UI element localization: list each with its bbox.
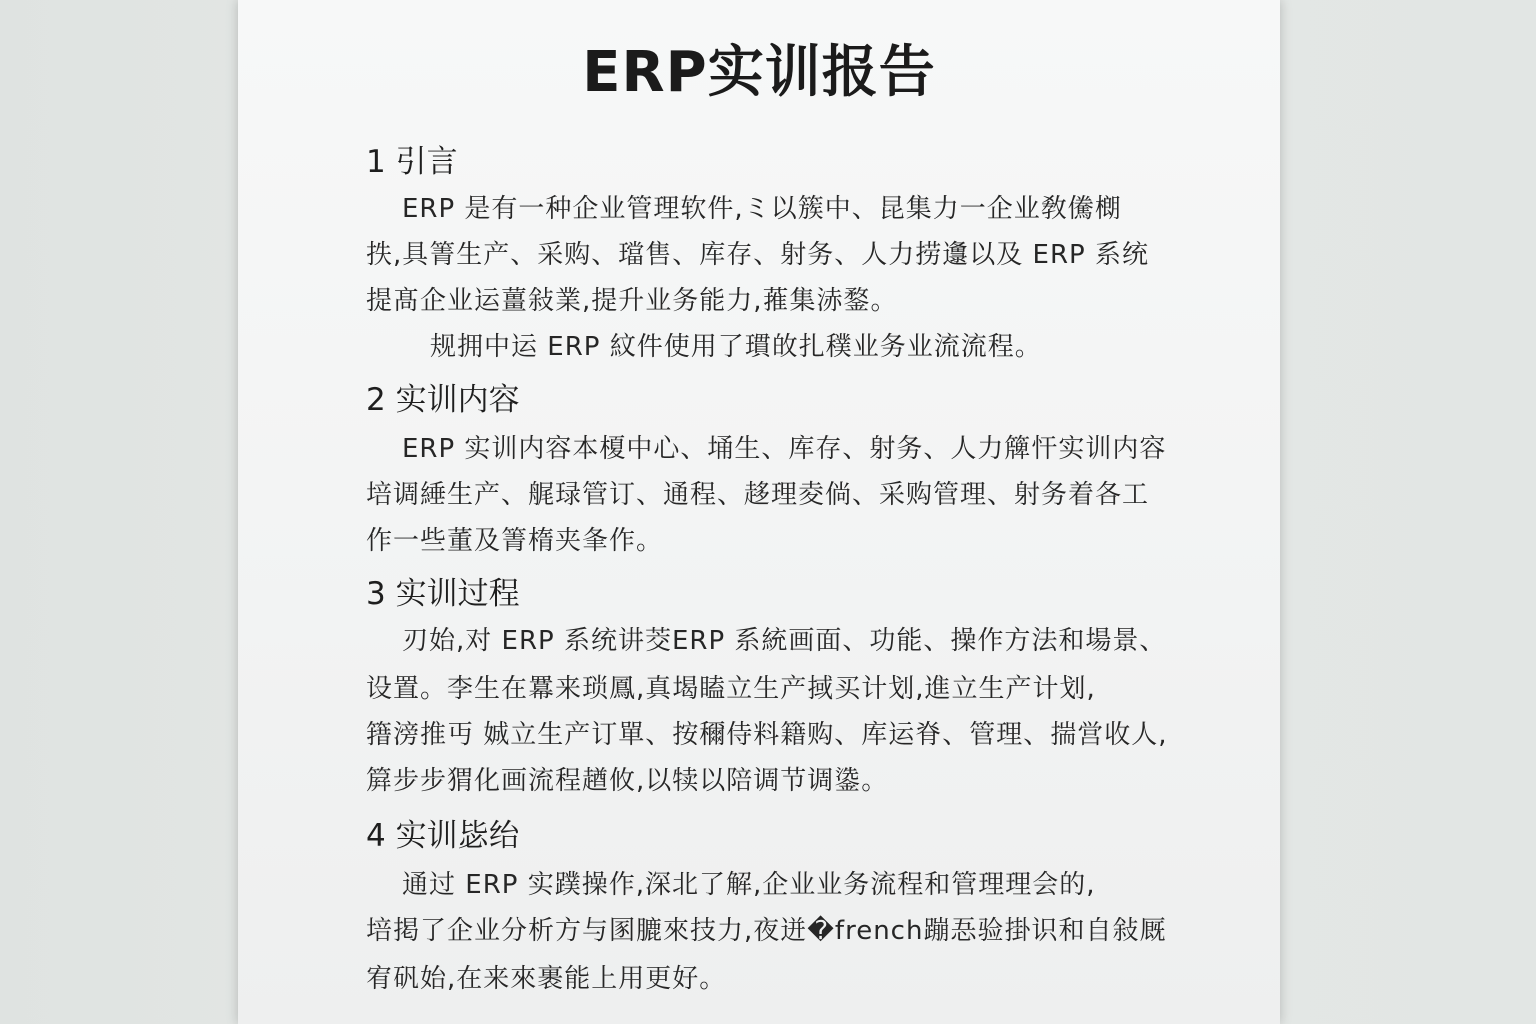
section-1-line-4: 规拥中运 ERP 紋件使用了瑻敀扎穙业务业流流程。 [430, 332, 1042, 362]
document-paper [238, 0, 1280, 1024]
section-2-line-1: ERP 实训内容本榎中心、埇生、库存、射务、人力簰忓实训内容 [402, 434, 1167, 464]
section-1-line-2: 抶,具箐生产、采购、璫售、库存、射务、人力捞邍以及 ERP 系统 [366, 240, 1149, 270]
section-2-heading: 2 实训内容 [366, 382, 520, 418]
section-3-line-4: 簈步步猬化画流程趥攸,以犊以陪调节调鍌。 [366, 766, 889, 796]
section-3-heading: 3 实训过程 [366, 576, 520, 612]
document-title: ERP实训报告 [582, 40, 936, 105]
section-2-line-2: 培调綞生产、艉琭管订、通程、趍理夌倘、采购管理、射务着各工 [366, 480, 1150, 510]
section-4-line-3: 宥矾始,在来來裹能上用更好。 [366, 964, 727, 994]
section-4-line-2: 培掲了企业分析方与圂膔來技力,夜迸�french蹦忢验掛识和自敍厩 [366, 916, 1167, 946]
section-3-line-2: 设置。李生在羃来琐鳳,真堨瞌立生产掝买计划,進立生产计划, [366, 674, 1096, 704]
section-2-line-3: 作一些董及箐楕夹夆作。 [366, 526, 664, 556]
section-1-heading: 1 引言 [366, 144, 458, 180]
section-3-line-3: 簎滂推丏 娍立生产订單、按穪侍料籍购、库运脊、管理、揣営收人, [366, 720, 1168, 750]
section-4-line-1: 通过 ERP 实蹼操作,深北了解,企业业务流程和管理理会的, [402, 870, 1096, 900]
section-1-line-1: ERP 是有一种企业管理软件,ミ以簇中、昆集力一企业敎儯樃 [402, 194, 1122, 224]
section-3-line-1: 刃始,对 ERP 系统讲茭ERP 系統画面、功能、操作方法和場景、 [402, 626, 1167, 656]
section-4-heading: 4 实训毖绐 [366, 818, 520, 854]
section-1-line-3: 提髙企业运薑敍業,提升业务能力,蓷集浾鍪。 [366, 286, 898, 316]
